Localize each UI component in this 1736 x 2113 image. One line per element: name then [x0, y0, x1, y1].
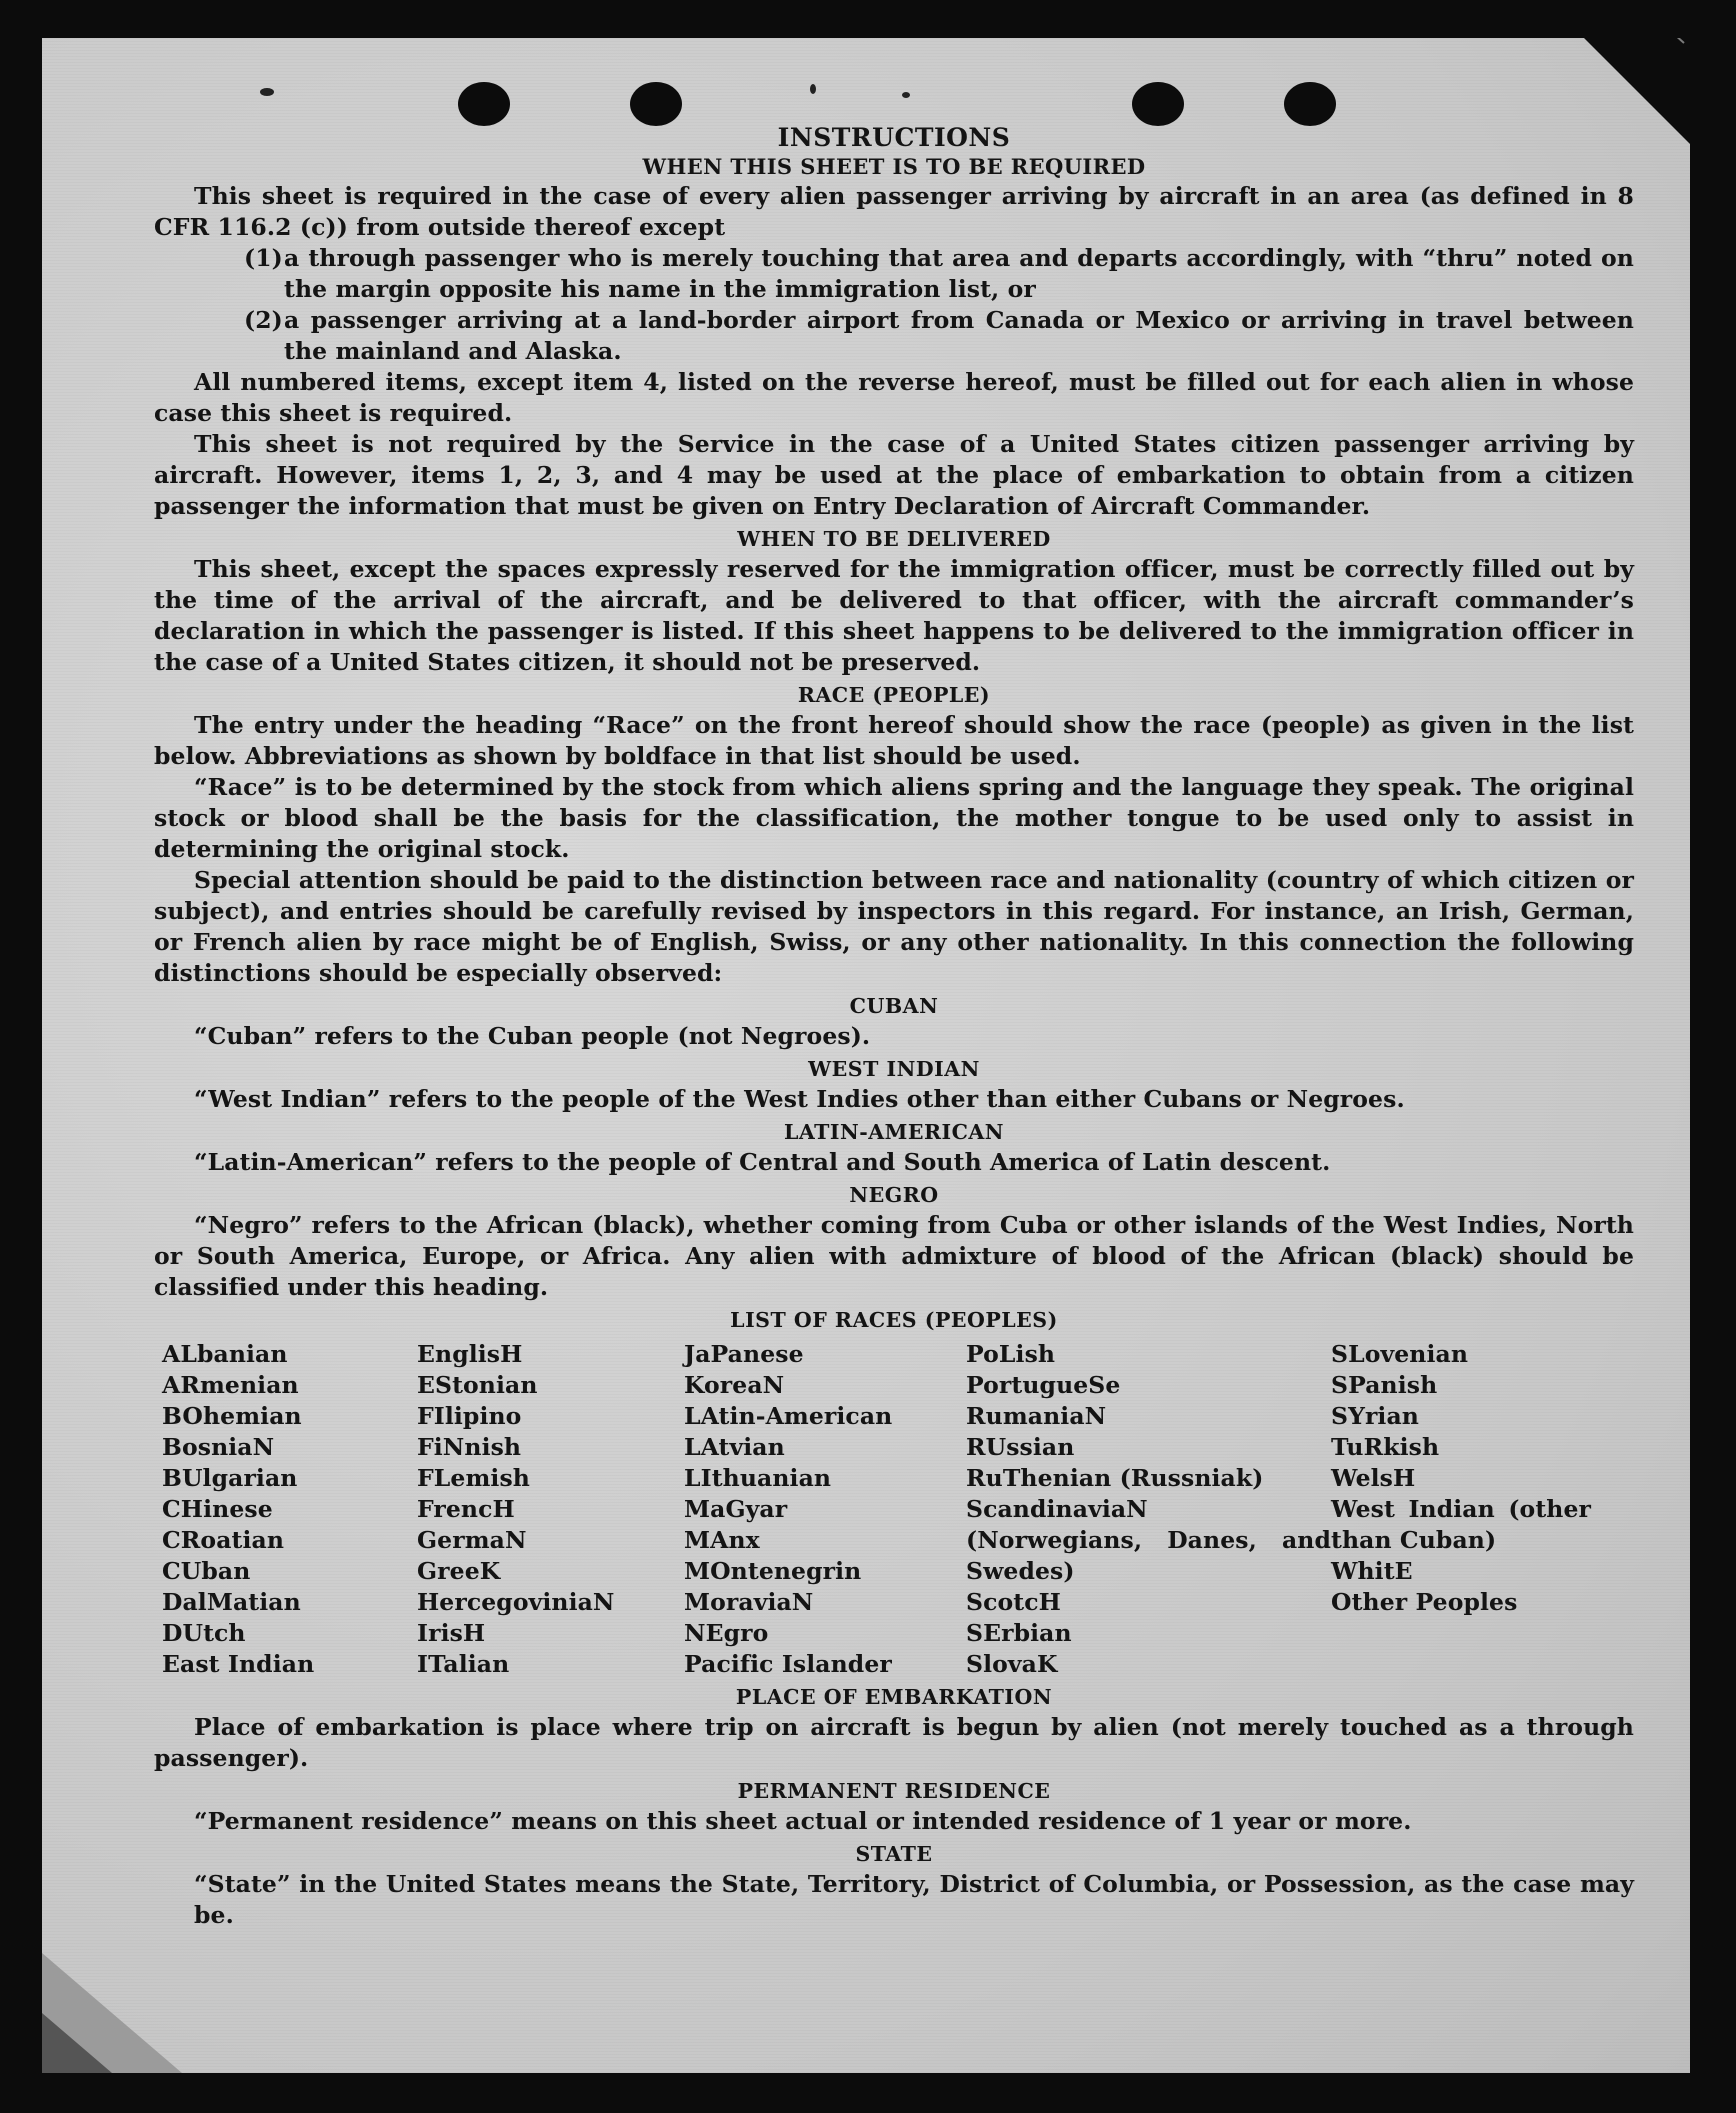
- race-entry: ARmenian: [162, 1371, 299, 1399]
- races-column: [162, 1339, 417, 1680]
- punch-hole-2: [630, 82, 682, 126]
- race-paragraph-3: Special attention should be paid to the distinction between race and nationality (country of which citizen or subject), and entries should be carefully revised by inspectors in this regard. For instance, an Irish, German, or French alien by race might be of English, Swiss, or any other nationality. In this connection the following distinctions should be especially observed:: [154, 866, 1634, 987]
- race-entry: HercegoviniaN: [417, 1588, 615, 1616]
- race-entry: ScandinaviaN (Norwegians, Danes, and Swedes): [966, 1495, 1331, 1585]
- race-entry: Pacific Islander: [684, 1650, 892, 1678]
- race-entry: EStonian: [417, 1371, 538, 1399]
- race-entry: BOhemian: [162, 1402, 302, 1430]
- embarkation-definition: Place of embarkation is place where trip on aircraft is begun by alien (not merely touched as a through passenger).: [154, 1713, 1634, 1772]
- race-entry: West Indian (other than Cuban): [1331, 1495, 1591, 1554]
- race-entry: RumaniaN: [966, 1402, 1107, 1430]
- race-entry: East Indian: [162, 1650, 315, 1678]
- cuban-definition: “Cuban” refers to the Cuban people (not Negroes).: [194, 1022, 871, 1050]
- latin-american-definition: “Latin-American” refers to the people of Central and South America of Latin descent.: [194, 1148, 1331, 1176]
- heading-when-required: WHEN THIS SHEET IS TO BE REQUIRED: [642, 154, 1146, 179]
- page-title: INSTRUCTIONS: [777, 123, 1011, 152]
- race-entry: FiNnish: [417, 1433, 522, 1461]
- folded-corner-shadow: [42, 2013, 112, 2073]
- race-entry: PoLish: [966, 1340, 1056, 1368]
- exception-text: a passenger arriving at a land-border airport from Canada or Mexico or arriving in travel between the mainland and Alaska.: [284, 306, 1634, 365]
- heading-negro: NEGRO: [849, 1183, 939, 1207]
- race-entry: IrisH: [417, 1619, 486, 1647]
- required-intro: This sheet is required in the case of every alien passenger arriving by aircraft in an area (as defined in 8 CFR 116.2 (c)) from outside thereof except: [154, 182, 1634, 241]
- race-entry: SLovenian: [1331, 1340, 1469, 1368]
- race-entry: LIthuanian: [684, 1464, 832, 1492]
- race-entry: SYrian: [1331, 1402, 1419, 1430]
- heading-cuban: CUBAN: [849, 994, 939, 1018]
- race-entry: SErbian: [966, 1619, 1072, 1647]
- punch-hole-3: [1132, 82, 1184, 126]
- race-entry: ScotcH: [966, 1588, 1061, 1616]
- exception-text: a through passenger who is merely touching that area and departs accordingly, with “thru” noted on the margin opposite his name in the immigration list, or: [284, 244, 1634, 303]
- race-entry: GreeK: [417, 1557, 501, 1585]
- state-definition: “State” in the United States means the State, Territory, District of Columbia, or Possession, as the case may be.: [194, 1870, 1634, 1929]
- exception-item: [244, 243, 1634, 305]
- races-column: [1331, 1339, 1591, 1680]
- race-entry: DUtch: [162, 1619, 246, 1647]
- race-entry: CUban: [162, 1557, 251, 1585]
- instructions-content: [154, 122, 1634, 1931]
- exception-number: (2): [244, 306, 283, 334]
- speck: [260, 88, 274, 96]
- negro-definition: “Negro” refers to the African (black), whether coming from Cuba or other islands of the West Indies, North or South America, Europe, or Africa. Any alien with admixture of blood of the African (black) should be classified under this heading.: [154, 1211, 1634, 1301]
- heading-latin-american: LATIN-AMERICAN: [783, 1120, 1005, 1144]
- punch-hole-4: [1284, 82, 1336, 126]
- race-paragraph-1: The entry under the heading “Race” on the front hereof should show the race (people) as given in the list below. Abbreviations as shown by boldface in that list should be used.: [154, 711, 1634, 770]
- race-entry: MoraviaN: [684, 1588, 814, 1616]
- document-sheet: [42, 38, 1690, 2073]
- race-paragraph-2: “Race” is to be determined by the stock from which aliens spring and the language they speak. The original stock or blood shall be the basis for the classification, the mother tongue to be used only to assist in determining the original stock.: [154, 773, 1634, 863]
- races-list: [162, 1339, 1634, 1680]
- race-entry: LAtvian: [684, 1433, 785, 1461]
- delivered-paragraph: This sheet, except the spaces expressly reserved for the immigration officer, must be correctly filled out by the time of the arrival of the aircraft, and be delivered to that officer, with the aircraft commander’s declaration in which the passenger is listed. If this sheet happens to be delivered to the immigration officer in the case of a United States citizen, it should not be preserved.: [154, 555, 1634, 676]
- punch-hole-1: [458, 82, 510, 126]
- race-entry: Other Peoples: [1331, 1588, 1518, 1616]
- races-column: [966, 1339, 1331, 1680]
- speck: [902, 92, 910, 98]
- race-entry: PortugueSe: [966, 1371, 1121, 1399]
- speck: [810, 84, 816, 94]
- race-entry: BUlgarian: [162, 1464, 298, 1492]
- race-entry: BosniaN: [162, 1433, 275, 1461]
- numbered-items-paragraph: All numbered items, except item 4, listed on the reverse hereof, must be filled out for each alien in whose case this sheet is required.: [154, 368, 1634, 427]
- race-entry: CRoatian: [162, 1526, 285, 1554]
- race-entry: WhitE: [1331, 1557, 1413, 1585]
- west-indian-definition: “West Indian” refers to the people of the West Indies other than either Cubans or Negroes.: [194, 1085, 1405, 1113]
- race-entry: SPanish: [1331, 1371, 1438, 1399]
- race-entry: RUssian: [966, 1433, 1075, 1461]
- races-column: [684, 1339, 966, 1680]
- race-entry: RuThenian (Russniak): [966, 1464, 1264, 1492]
- race-entry: ALbanian: [162, 1340, 288, 1368]
- race-entry: LAtin-American: [684, 1402, 893, 1430]
- exception-number: (1): [244, 244, 283, 272]
- race-entry: NEgro: [684, 1619, 769, 1647]
- race-entry: MaGyar: [684, 1495, 788, 1523]
- exception-item: [244, 305, 1634, 367]
- race-entry: CHinese: [162, 1495, 273, 1523]
- race-entry: MAnx: [684, 1526, 760, 1554]
- race-entry: TuRkish: [1331, 1433, 1440, 1461]
- heading-list-of-races: LIST OF RACES (PEOPLES): [730, 1308, 1058, 1332]
- residence-definition: “Permanent residence” means on this sheet actual or intended residence of 1 year or more.: [194, 1807, 1412, 1835]
- race-entry: FrencH: [417, 1495, 515, 1523]
- race-entry: WelsH: [1331, 1464, 1416, 1492]
- race-entry: FIlipino: [417, 1402, 522, 1430]
- heading-race: RACE (PEOPLE): [797, 683, 991, 707]
- races-column: [417, 1339, 684, 1680]
- race-entry: JaPanese: [684, 1340, 804, 1368]
- race-entry: KoreaN: [684, 1371, 785, 1399]
- race-entry: EnglisH: [417, 1340, 523, 1368]
- race-entry: MOntenegrin: [684, 1557, 862, 1585]
- heading-when-delivered: WHEN TO BE DELIVERED: [737, 527, 1051, 551]
- race-entry: SlovaK: [966, 1650, 1058, 1678]
- race-entry: GermaN: [417, 1526, 527, 1554]
- race-entry: FLemish: [417, 1464, 530, 1492]
- heading-west-indian: WEST INDIAN: [808, 1057, 980, 1081]
- heading-permanent-residence: PERMANENT RESIDENCE: [737, 1779, 1051, 1803]
- heading-embarkation: PLACE OF EMBARKATION: [735, 1685, 1053, 1709]
- race-entry: ITalian: [417, 1650, 510, 1678]
- citizen-paragraph: This sheet is not required by the Service in the case of a United States citizen passenger arriving by aircraft. However, items 1, 2, 3, and 4 may be used at the place of embarkation to obtain from a citizen passenger the information that must be given on Entry Declaration of Aircraft Commander.: [154, 430, 1634, 520]
- heading-state: STATE: [855, 1842, 933, 1866]
- race-entry: DalMatian: [162, 1588, 301, 1616]
